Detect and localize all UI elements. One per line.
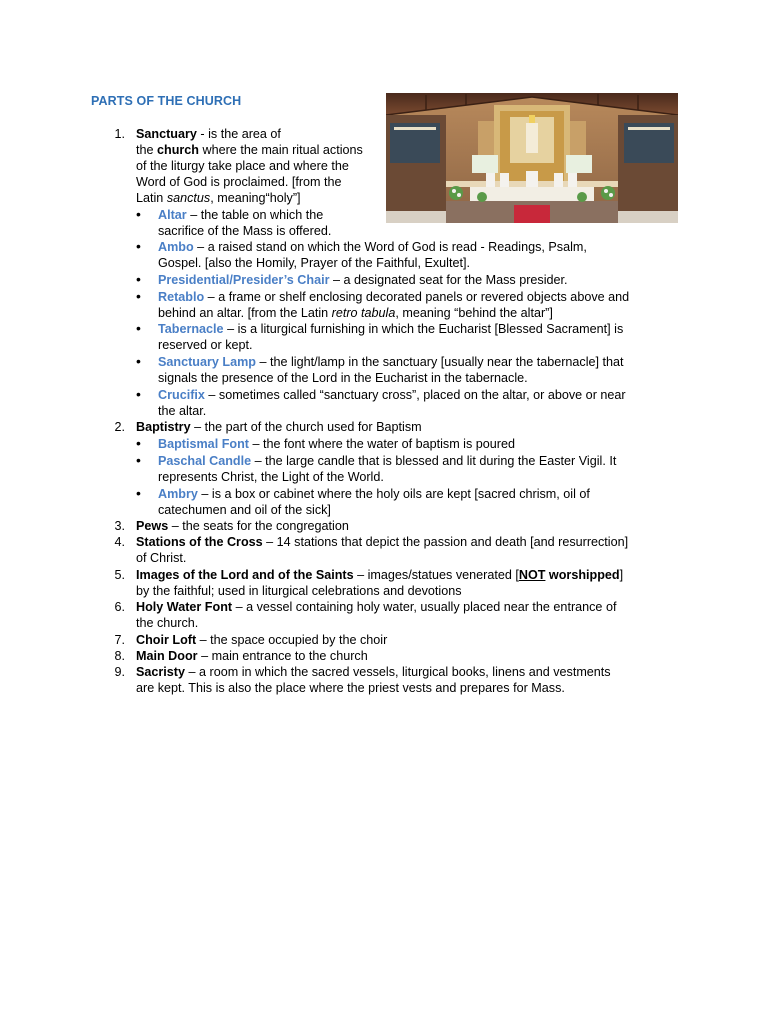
list-item-text: of Christ. [136, 551, 187, 565]
list-item-pews: Pews – the seats for the congregation [136, 519, 349, 533]
list-item-text: of the liturgy take place and where the [136, 159, 349, 173]
list-item-images: Images of the Lord and of the Saints – images/statues venerated [NOT worshipped] [136, 568, 624, 582]
sanctuary-illustration [386, 93, 678, 223]
sub-item-ambo: Ambo – a raised stand on which the Word of God is read - Readings, Psalm, [158, 240, 587, 254]
list-number: 5. [114, 568, 125, 582]
list-item-sanctuary: Sanctuary - is the area of [136, 127, 281, 141]
bullet: • [136, 271, 141, 287]
bullet: • [136, 206, 141, 222]
sub-item-sanctuary-lamp: Sanctuary Lamp – the light/lamp in the sanctuary [usually near the tabernacle] that [158, 355, 624, 369]
list-item-text: Word of God is proclaimed. [from the [136, 175, 342, 189]
bullet: • [136, 386, 141, 402]
bullet: • [136, 435, 141, 451]
sanctuary-photo [386, 93, 678, 223]
bullet: • [136, 288, 141, 304]
bullet: • [136, 452, 141, 468]
list-item-text: the altar. [158, 404, 207, 418]
list-number: 9. [114, 665, 125, 679]
list-item-baptistry: Baptistry – the part of the church used for Baptism [136, 420, 422, 434]
list-item-text: sacrifice of the Mass is offered. [158, 224, 332, 238]
list-number: 3. [114, 519, 125, 533]
page-title: PARTS OF THE CHURCH [91, 94, 242, 108]
sub-item-retablo: Retablo – a frame or shelf enclosing decorated panels or revered objects above and [158, 290, 630, 304]
list-number: 7. [114, 633, 125, 647]
bullet: • [136, 485, 141, 501]
term: Sanctuary [136, 127, 197, 141]
list-item-text: represents Christ, the Light of the World. [158, 470, 384, 484]
list-item-sacristy: Sacristy – a room in which the sacred vessels, liturgical books, linens and vestments [136, 665, 611, 679]
list-item-text: signals the presence of the Lord in the Eucharist in the tabernacle. [158, 371, 528, 385]
list-item-text: the church where the main ritual actions [136, 143, 363, 157]
list-item-text: Gospel. [also the Homily, Prayer of the Faithful, Exultet]. [158, 256, 470, 270]
list-item-text: are kept. This is also the place where the priest vests and prepares for Mass. [136, 681, 565, 695]
list-item-text: catechumen and oil of the sick] [158, 503, 331, 517]
list-item-text: reserved or kept. [158, 338, 253, 352]
list-item-main-door: Main Door – main entrance to the church [136, 649, 368, 663]
list-item-text: by the faithful; used in liturgical celebrations and devotions [136, 584, 462, 598]
bullet: • [136, 353, 141, 369]
list-number: 2. [114, 420, 125, 434]
sub-item-paschal-candle: Paschal Candle – the large candle that is blessed and lit during the Easter Vigil. It [158, 454, 617, 468]
list-number: 1. [114, 127, 125, 141]
list-item-holy-water-font: Holy Water Font – a vessel containing holy water, usually placed near the entrance of [136, 600, 617, 614]
list-item-text: the church. [136, 616, 199, 630]
list-item-text: Latin sanctus, meaning“holy”] [136, 191, 301, 205]
sub-item-baptismal-font: Baptismal Font – the font where the water of baptism is poured [158, 437, 515, 451]
sub-item-presiders-chair: Presidential/Presider’s Chair – a designated seat for the Mass presider. [158, 273, 568, 287]
sub-item-crucifix: Crucifix – sometimes called “sanctuary cross”, placed on the altar, or above or near [158, 388, 626, 402]
list-item-choir-loft: Choir Loft – the space occupied by the choir [136, 633, 388, 647]
list-number: 6. [114, 600, 125, 614]
list-item-text: behind an altar. [from the Latin retro tabula, meaning “behind the altar”] [158, 306, 553, 320]
list-number: 4. [114, 535, 125, 549]
list-number: 8. [114, 649, 125, 663]
sub-item-tabernacle: Tabernacle – is a liturgical furnishing in which the Eucharist [Blessed Sacrament] is [158, 322, 624, 336]
sub-item-ambry: Ambry – is a box or cabinet where the holy oils are kept [sacred chrism, oil of [158, 487, 590, 501]
bullet: • [136, 320, 141, 336]
bullet: • [136, 238, 141, 254]
list-item-stations: Stations of the Cross – 14 stations that depict the passion and death [and resurrection] [136, 535, 629, 549]
sub-item-altar: Altar – the table on which the [158, 208, 324, 222]
